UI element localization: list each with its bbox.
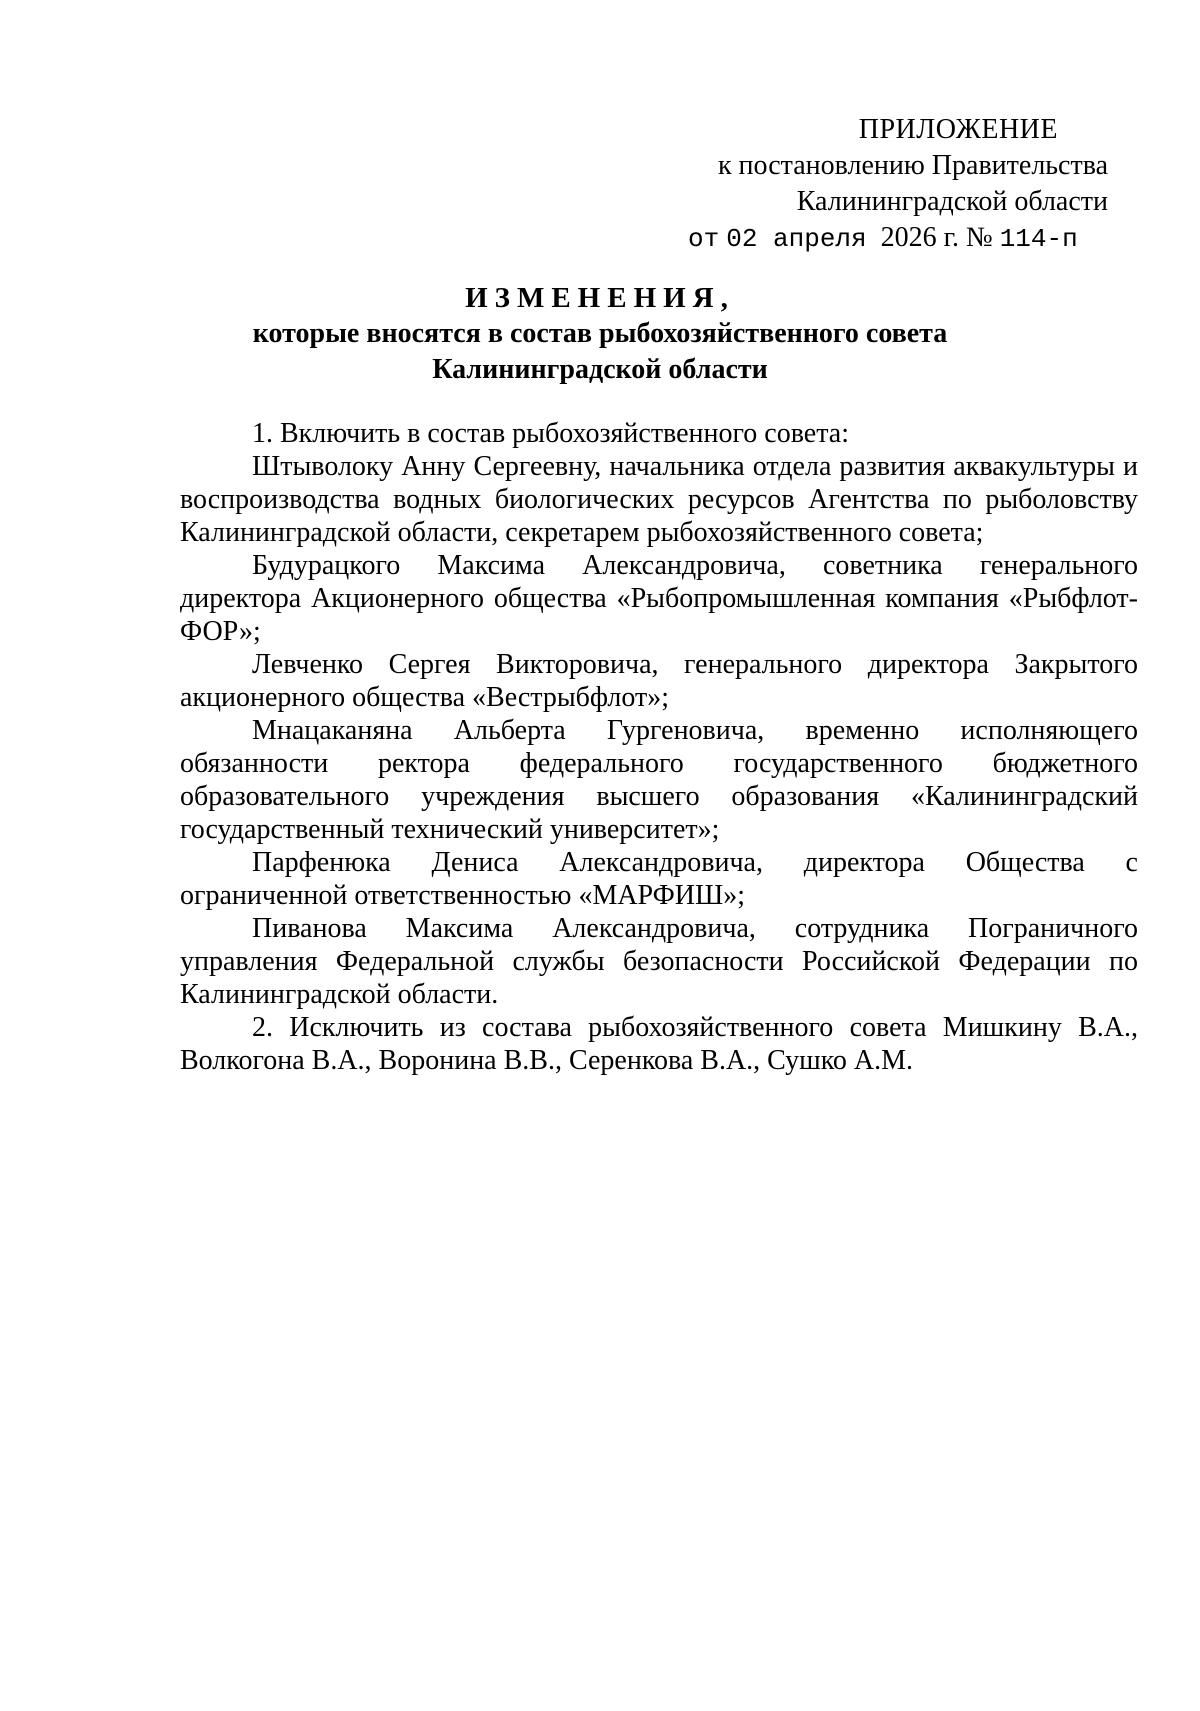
document-number: 114-п [999,224,1078,254]
appendix-date-line [688,220,1108,257]
heading-subtitle: которые вносятся в состав рыбохозяйственного совета [252,318,948,349]
item-2-exclude: 2. Исключить из состава рыбохозяйственного совета Мишкину В.А., Волкогона В.А., Воронина В.В., Серенкова В.А., Сушко А.М. [180,1012,1138,1076]
member-shtyvoloka: Штыволоку Анну Сергеевну, начальника отдела развития аквакультуры и воспроизводства водных биологических ресурсов Агентства по рыболовству Калининградской области, секретарем рыбохозяйственного совета; [180,451,1138,548]
heading-title: ИЗМЕНЕНИЯ, [465,282,735,314]
member-pivanov: Пиванова Максима Александровича, сотрудника Пограничного управления Федеральной службы безопасности Российской Федерации по Калининградской области. [180,913,1138,1010]
item-1-include: 1. Включить в состав рыбохозяйственного совета: [252,418,849,449]
document-body [180,417,1138,1077]
date-prefix: от [688,224,720,254]
member-levchenko: Левченко Сергея Викторовича, генерального директора Закрытого акционерного общества «Вестрыбфлот»; [180,649,1138,713]
date-value: 02 апреля [726,224,867,254]
member-budurackiy: Будурацкого Максима Александровича, советника генерального директора Акционерного общества «Рыбопромышленная компания «Рыбфлот-ФОР»; [180,550,1138,647]
appendix-resolution-line: к постановлению Правительства [717,150,1108,181]
member-parfenyuk: Парфенюка Дениса Александровича, директора Общества с ограниченной ответственностью «МАРФИШ»; [180,847,1138,911]
appendix-header [688,112,1108,257]
member-mnacakanyan: Мнацаканяна Альберта Гургеновича, временно исполняющего обязанности ректора федерального государственного бюджетного образовательного учреждения высшего образования «Калининградский государственный технический университет»; [180,715,1138,845]
date-year: 2026 г. № [880,222,993,253]
appendix-region-line: Калининградской области [796,186,1108,217]
heading-region: Калининградской области [432,354,768,385]
appendix-title: ПРИЛОЖЕНИЕ [858,114,1058,145]
document-heading [0,280,1200,388]
